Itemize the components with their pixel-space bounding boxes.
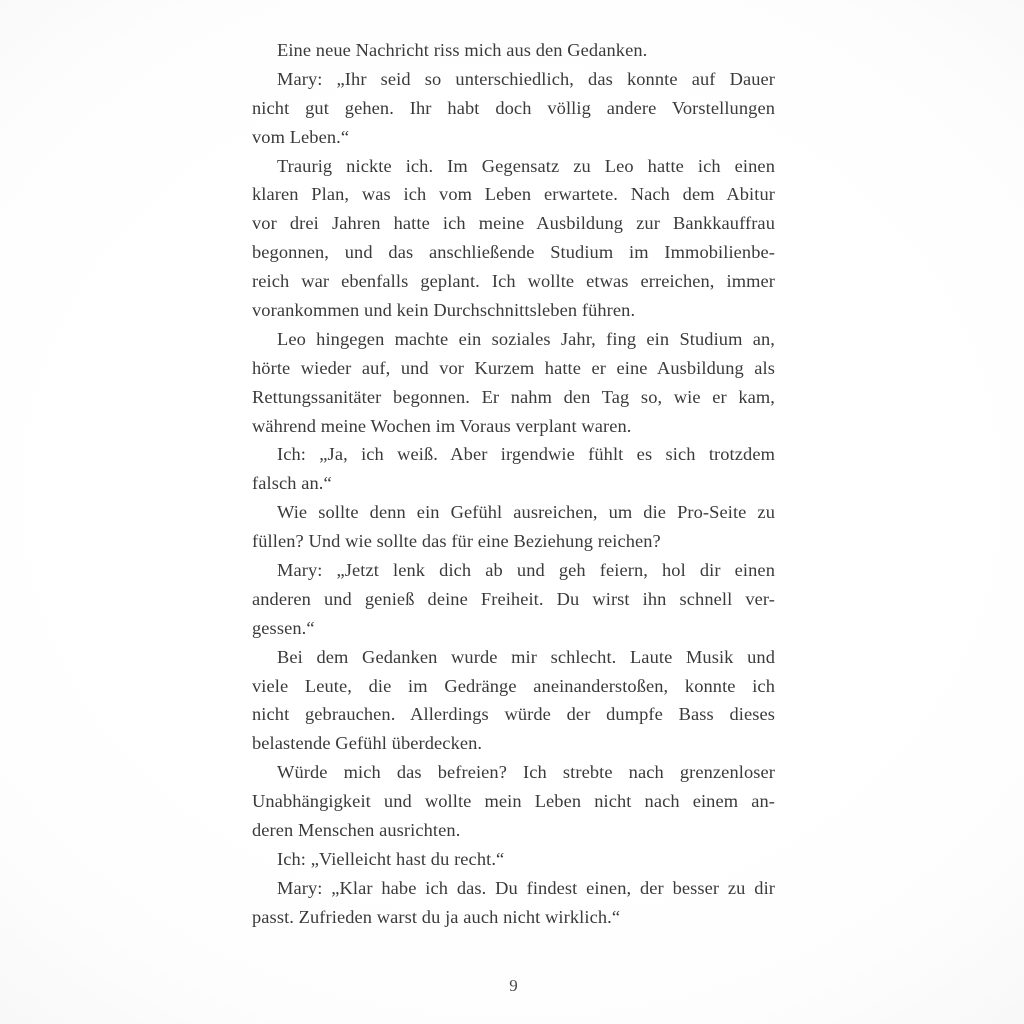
text-line: Mary: „Jetzt lenk dich ab und geh feiern, hol dir einen (277, 560, 775, 581)
text-line: Unabhängigkeit und wollte mein Leben nicht nach einem an- (252, 791, 775, 812)
text-line: Mary: „Ihr seid so unterschiedlich, das konnte auf Dauer (277, 68, 775, 89)
paragraph (252, 758, 775, 845)
page-number: 9 (509, 976, 518, 995)
text-line: deren Menschen ausrichten. (252, 820, 461, 841)
text-line: gessen.“ (252, 617, 315, 638)
paragraph (252, 874, 775, 932)
text-line: falsch an.“ (252, 473, 332, 494)
text-line: Würde mich das befreien? Ich strebte nach grenzenloser (277, 762, 775, 783)
paragraph (252, 36, 775, 65)
paragraph (252, 65, 775, 152)
text-block (252, 36, 775, 932)
paragraph (252, 845, 775, 874)
paragraph (252, 325, 775, 441)
paragraph (252, 643, 775, 759)
text-line: vor drei Jahren hatte ich meine Ausbildung zur Bankkauffrau (252, 213, 775, 234)
text-line: Rettungssanitäter begonnen. Er nahm den Tag so, wie er kam, (252, 386, 775, 407)
text-line: Mary: „Klar habe ich das. Du findest einen, der besser zu dir (277, 877, 775, 898)
text-line: Leo hingegen machte ein soziales Jahr, fing ein Studium an, (277, 328, 775, 349)
text-line: Ich: „Vielleicht hast du recht.“ (277, 848, 505, 869)
text-line: vorankommen und kein Durchschnittsleben führen. (252, 300, 636, 321)
paragraph (252, 498, 775, 556)
text-line: füllen? Und wie sollte das für eine Beziehung reichen? (252, 531, 661, 552)
text-line: Ich: „Ja, ich weiß. Aber irgendwie fühlt es sich trotzdem (277, 444, 775, 465)
text-line: viele Leute, die im Gedränge aneinanderstoßen, konnte ich (252, 675, 775, 696)
text-line: begonnen, und das anschließende Studium im Immobilienbe- (252, 242, 775, 263)
text-line: passt. Zufrieden warst du ja auch nicht wirklich.“ (252, 906, 621, 927)
text-line: nicht gut gehen. Ihr habt doch völlig andere Vorstellungen (252, 97, 775, 118)
text-line: während meine Wochen im Voraus verplant waren. (252, 415, 632, 436)
text-line: nicht gebrauchen. Allerdings würde der dumpfe Bass dieses (252, 704, 775, 725)
text-line: vom Leben.“ (252, 126, 350, 147)
text-line: klaren Plan, was ich vom Leben erwartete. Nach dem Abitur (252, 184, 775, 205)
text-line: Traurig nickte ich. Im Gegensatz zu Leo hatte ich einen (277, 155, 775, 176)
paragraph (252, 152, 775, 325)
paragraph (252, 556, 775, 643)
paragraph (252, 440, 775, 498)
text-line: anderen und genieß deine Freiheit. Du wirst ihn schnell ver- (252, 588, 775, 609)
text-line: hörte wieder auf, und vor Kurzem hatte er eine Ausbildung als (252, 357, 775, 378)
text-line: reich war ebenfalls geplant. Ich wollte etwas erreichen, immer (252, 271, 775, 292)
text-line: Eine neue Nachricht riss mich aus den Gedanken. (277, 40, 648, 60)
text-line: belastende Gefühl überdecken. (252, 733, 483, 754)
text-line: Bei dem Gedanken wurde mir schlecht. Laute Musik und (277, 646, 775, 667)
text-line: Wie sollte denn ein Gefühl ausreichen, um die Pro-Seite zu (277, 502, 775, 523)
